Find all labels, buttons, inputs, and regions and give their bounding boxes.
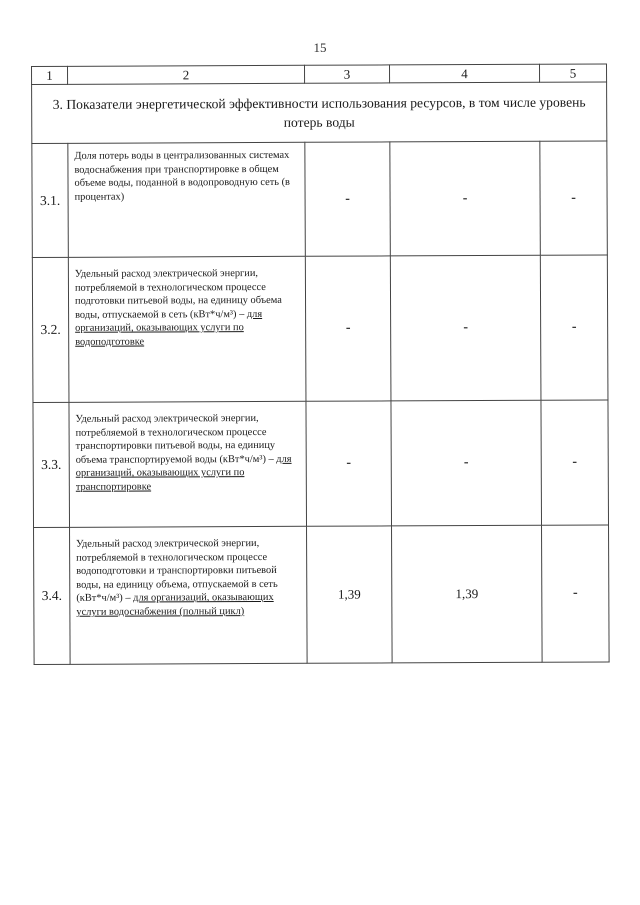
row-description [69,401,307,527]
row-description-text: Удельный расход электрической энергии, потребляемой в технологическом процессе транспортировки питьевой воды, на единицу объема транспортируемой воды (кВт*ч/м³) – [75,413,277,466]
table-row [32,141,607,258]
row-value-col4: 1,39 [392,525,543,663]
row-number: 3.2. [32,257,69,402]
row-value-col5: - [542,525,610,662]
row-description-underlined: для организаций, оказывающих услуги по водоподготовке [75,308,263,348]
section-title: 3. Показатели энергетической эффективности использования ресурсов, в том числе уровень потерь воды [32,82,607,144]
column-number-3: 3 [304,65,389,83]
row-value-col5: - [541,400,609,525]
table-row [33,400,609,528]
table-row [32,255,608,403]
row-value-col4: - [391,400,542,526]
row-description-underlined: для организаций, оказывающих услуги водоснабжения (полный цикл) [76,592,274,618]
row-value-col4: - [390,255,541,401]
row-description [68,142,305,257]
row-value-col3: 1,39 [307,526,393,663]
row-description-text: Удельный расход электрической энергии, потребляемой в технологическом процессе водоподготовки и транспортировки питьевой воды, на единицу объема, отпускаемой в сеть (кВт*ч/м³) – [76,538,278,605]
row-number: 3.1. [32,143,68,257]
table-row [34,525,610,665]
indicators-table [31,63,610,665]
row-value-col3: - [305,256,391,401]
column-number-5: 5 [539,64,606,82]
column-number-1: 1 [32,66,68,84]
row-description-text: Доля потерь воды в централизованных системах водоснабжения при транспортировке в общем объеме воды, поданной в водопроводную сеть (в процентах) [74,149,290,203]
row-value-col4: - [390,141,540,256]
section-heading-row [32,82,607,144]
row-description-underlined: для организаций, оказывающих услуги по транспортировке [75,453,292,493]
row-value-col3: - [306,401,392,526]
row-value-col3: - [305,142,390,256]
column-number-4: 4 [389,64,539,83]
row-value-col5: - [540,255,608,400]
row-number: 3.4. [34,527,71,664]
row-number: 3.3. [33,402,70,527]
row-description-text: Удельный расход электрической энергии, потребляемой в технологическом процессе подготовки питьевой воды, на единицу объема воды, отпускаемой в сеть (кВт*ч/м³) – [74,268,282,321]
row-description [70,526,308,664]
row-description [68,256,306,402]
row-value-col5: - [540,141,607,255]
page-number: 15 [313,40,327,55]
column-number-2: 2 [68,65,305,84]
